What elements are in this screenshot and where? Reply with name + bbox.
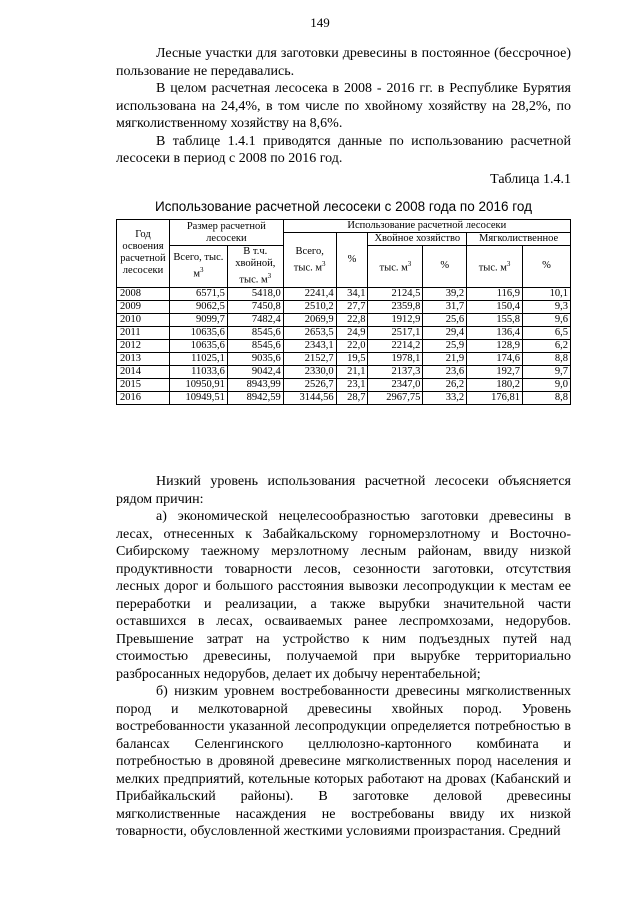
cell: 6,5 xyxy=(523,326,571,339)
cell: 2330,0 xyxy=(283,365,336,378)
table-row xyxy=(117,378,571,391)
table-title: Использование расчетной лесосеки с 2008 года по 2016 год xyxy=(155,199,532,214)
cell: 2653,5 xyxy=(283,326,336,339)
header-conifer-pct: % xyxy=(423,246,467,288)
cell: 10635,6 xyxy=(169,339,227,352)
cell: 25,6 xyxy=(423,313,467,326)
cell: 2343,1 xyxy=(283,339,336,352)
table-row xyxy=(117,313,571,326)
cell: 2137,3 xyxy=(368,365,423,378)
cell: 2012 xyxy=(117,339,170,352)
table-row xyxy=(117,365,571,378)
cell: 150,4 xyxy=(467,300,523,313)
table-row xyxy=(117,352,571,365)
cell: 7482,4 xyxy=(227,313,283,326)
header-soft-group: Мягколиственное xyxy=(467,233,571,246)
cell: 10635,6 xyxy=(169,326,227,339)
cell: 28,7 xyxy=(336,391,368,404)
bottom-text xyxy=(116,473,571,841)
cell: 29,4 xyxy=(423,326,467,339)
cell: 3144,56 xyxy=(283,391,336,404)
cell: 174,6 xyxy=(467,352,523,365)
cell: 2010 xyxy=(117,313,170,326)
header-use-total: Всего, тыс. $м^3$ xyxy=(283,233,336,288)
paragraph: В целом расчетная лесосека в 2008 - 2016 гг. в Республике Бурятия использована на 24,4%, в том числе по хвойному хозяйству на 28,2%, по мягколиственному хозяйству на 8,6%. xyxy=(116,81,571,131)
cell: 10949,51 xyxy=(169,391,227,404)
cell: 2009 xyxy=(117,300,170,313)
cell: 2517,1 xyxy=(368,326,423,339)
cell: 31,7 xyxy=(423,300,467,313)
cell: 33,2 xyxy=(423,391,467,404)
cell: 24,9 xyxy=(336,326,368,339)
cell: 136,4 xyxy=(467,326,523,339)
paragraph: б) низким уровнем востребованности древесины мягколиственных пород и мелкотоварной древесины хвойных пород. Уровень востребованности указанной лесопродукции определяется потребностью в балансах Селенгинского целлюлозно-картонного комбината и потребностью в дровяной древесине мягколиственных пород населения и мелких предприятий, котельные которых работают на дровах (Кабанский и Прибайкальский районы). В заготовке деловой древесины мягколиственные насаждения не востребованы ввиду их низкой товарности, обусловленной жесткими условиями произрастания. Средний xyxy=(116,684,571,839)
cell: 8,8 xyxy=(523,391,571,404)
cell: 26,2 xyxy=(423,378,467,391)
top-text xyxy=(116,45,571,168)
cell: 1912,9 xyxy=(368,313,423,326)
cell: 23,1 xyxy=(336,378,368,391)
header-use-group: Использование расчетной лесосеки xyxy=(283,220,570,233)
cell: 21,9 xyxy=(423,352,467,365)
cell: 2510,2 xyxy=(283,300,336,313)
cell: 8545,6 xyxy=(227,326,283,339)
cell: 9042,4 xyxy=(227,365,283,378)
cell: 2152,7 xyxy=(283,352,336,365)
cell: 19,5 xyxy=(336,352,368,365)
cell: 2011 xyxy=(117,326,170,339)
header-year: Год освоения расчетной лесосеки xyxy=(117,220,170,288)
cell: 2124,5 xyxy=(368,287,423,300)
cell: 9,7 xyxy=(523,365,571,378)
header-conifer-vol: тыс. $м^3$ xyxy=(368,246,423,288)
header-size-conifer: В т.ч. хвойной, тыс. $м^3$ xyxy=(227,246,283,288)
header-conifer-group: Хвойное хозяйство xyxy=(368,233,467,246)
cell: 192,7 xyxy=(467,365,523,378)
cell: 21,1 xyxy=(336,365,368,378)
cell: 9099,7 xyxy=(169,313,227,326)
paragraph: Лесные участки для заготовки древесины в постоянное (бессрочное) пользование не передавались. xyxy=(116,46,571,79)
cell: 8943,99 xyxy=(227,378,283,391)
cell: 9,3 xyxy=(523,300,571,313)
table-body xyxy=(117,287,571,404)
table-row xyxy=(117,326,571,339)
cell: 180,2 xyxy=(467,378,523,391)
paragraph: В таблице 1.4.1 приводятся данные по использованию расчетной лесосеки в период с 2008 по 2016 год. xyxy=(116,133,571,166)
cell: 2241,4 xyxy=(283,287,336,300)
cell: 2016 xyxy=(117,391,170,404)
header-size-total: Всего, тыс. $м^3$ xyxy=(169,246,227,288)
cell: 1978,1 xyxy=(368,352,423,365)
cell: 22,0 xyxy=(336,339,368,352)
cell: 27,7 xyxy=(336,300,368,313)
cell: 176,81 xyxy=(467,391,523,404)
cell: 25,9 xyxy=(423,339,467,352)
cell: 7450,8 xyxy=(227,300,283,313)
cell: 6571,5 xyxy=(169,287,227,300)
cell: 8,8 xyxy=(523,352,571,365)
cell: 9,0 xyxy=(523,378,571,391)
cell: 116,9 xyxy=(467,287,523,300)
cell: 10,1 xyxy=(523,287,571,300)
cell: 11025,1 xyxy=(169,352,227,365)
cell: 6,2 xyxy=(523,339,571,352)
cell: 2347,0 xyxy=(368,378,423,391)
paragraph: Низкий уровень использования расчетной лесосеки объясняется рядом причин: xyxy=(116,474,571,507)
cell: 2359,8 xyxy=(368,300,423,313)
cell: 2008 xyxy=(117,287,170,300)
cell: 2014 xyxy=(117,365,170,378)
cell: 8545,6 xyxy=(227,339,283,352)
cell: 2015 xyxy=(117,378,170,391)
cell: 2069,9 xyxy=(283,313,336,326)
header-soft-vol: тыс. $м^3$ xyxy=(467,246,523,288)
table-row xyxy=(117,339,571,352)
cell: 9062,5 xyxy=(169,300,227,313)
table-label: Таблица 1.4.1 xyxy=(490,172,571,187)
cell: 39,2 xyxy=(423,287,467,300)
header-size-group: Размер расчетной лесосеки xyxy=(169,220,283,246)
cell: 9035,6 xyxy=(227,352,283,365)
cell: 128,9 xyxy=(467,339,523,352)
cell: 23,6 xyxy=(423,365,467,378)
header-soft-pct: % xyxy=(523,246,571,288)
paragraph: а) экономической нецелесообразностью заготовки древесины в лесах, отнесенных к Забайкальскому горномерзлотному и Восточно-Сибирскому таежному мерзлотному лесным районам, ввиду низкой продуктивности товарности лесов, сезонности заготовки, отсутствия лесных дорог и большого расстояния вывозки лесопродукции к местам ее переработки и реализации, а также вырубки значительной части оставшихся в лесах, осваиваемых ранее леспромхозами, недорубов. Превышение затрат на устройство к ним подъездных путей над стоимостью древесины, получаемой при вырубке территориально разбросанных недорубов, делает их добычу нерентабельной; xyxy=(116,509,571,682)
table-row xyxy=(117,287,571,300)
usage-table xyxy=(116,219,571,405)
cell: 2526,7 xyxy=(283,378,336,391)
cell: 9,6 xyxy=(523,313,571,326)
cell: 2967,75 xyxy=(368,391,423,404)
table-row xyxy=(117,300,571,313)
table-row xyxy=(117,391,571,404)
cell: 10950,91 xyxy=(169,378,227,391)
header-use-pct: % xyxy=(336,233,368,288)
cell: 2214,2 xyxy=(368,339,423,352)
cell: 155,8 xyxy=(467,313,523,326)
cell: 11033,6 xyxy=(169,365,227,378)
cell: 8942,59 xyxy=(227,391,283,404)
cell: 22,8 xyxy=(336,313,368,326)
cell: 34,1 xyxy=(336,287,368,300)
page-number: 149 xyxy=(310,15,330,30)
cell: 5418,0 xyxy=(227,287,283,300)
cell: 2013 xyxy=(117,352,170,365)
